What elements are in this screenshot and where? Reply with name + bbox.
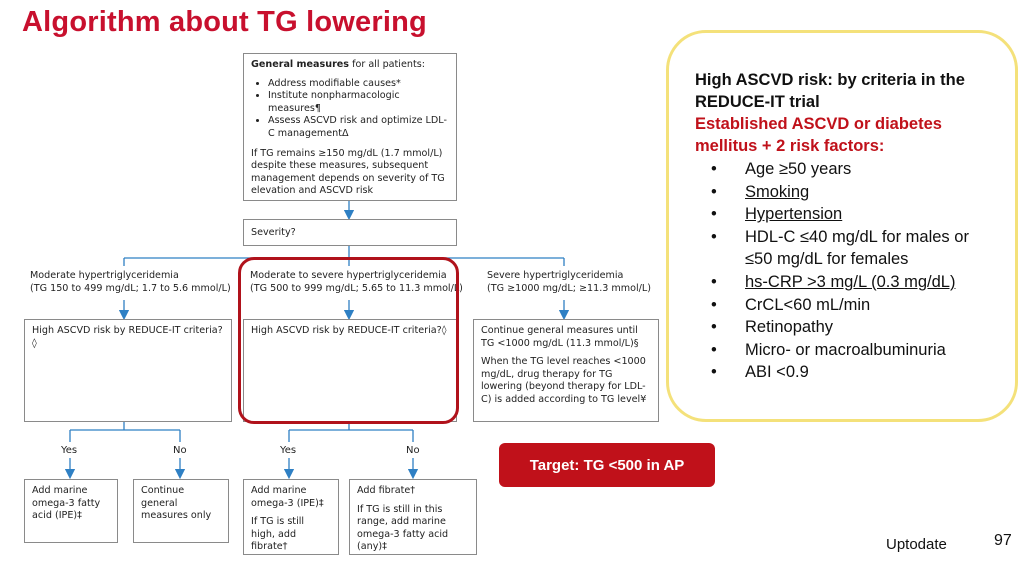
slide-title: Algorithm about TG lowering <box>22 6 427 38</box>
outcome-moderate-yes-box: Add marine omega-3 fatty acid (IPE)‡ <box>24 479 118 543</box>
branch-severe-line1: Severe hypertriglyceridemia <box>487 270 624 281</box>
bullet-icon: • <box>711 272 717 291</box>
outcome-modsevere-yes-box <box>243 479 339 555</box>
criteria-item <box>695 226 997 271</box>
branch-modsevere-line2: (TG 500 to 999 mg/dL; 5.65 to 11.3 mmol/L) <box>250 282 463 294</box>
severe-management-p2: When the TG level reaches <1000 mg/dL, drug therapy for TG lowering (beyond therapy for LDL-C) is added according to TG level¥ <box>481 356 647 405</box>
criteria-subheading: Established ASCVD or diabetes mellitus + 2 risk factors: <box>695 115 942 155</box>
modsevere-no-label: No <box>406 445 420 456</box>
criteria-heading: High ASCVD risk: by criteria in the REDUCE-IT trial <box>695 71 965 111</box>
branch-severe-line2: (TG ≥1000 mg/dL; ≥11.3 mmol/L) <box>487 282 651 294</box>
branch-severe-label <box>487 270 651 295</box>
bullet-icon: • <box>711 205 717 224</box>
criteria-item-text: CrCL<60 mL/min <box>745 295 871 314</box>
question-modsevere-box: High ASCVD risk by REDUCE-IT criteria?◊ <box>243 319 457 422</box>
criteria-item <box>695 271 997 294</box>
highlight-modsevere-frame <box>238 257 459 424</box>
severity-box: Severity? <box>243 219 457 246</box>
general-measures-note: If TG remains ≥150 mg/dL (1.7 mmol/L) despite these measures, subsequent management depends on severity of TG elevation and ASCVD risk <box>251 147 445 197</box>
criteria-item <box>695 158 997 181</box>
general-measures-lead-rest: for all patients: <box>349 59 425 70</box>
reduce-it-criteria-panel <box>666 30 1018 422</box>
target-callout: Target: TG <500 in AP <box>499 443 715 487</box>
bullet-icon: • <box>711 295 717 314</box>
branch-modsevere-line1: Moderate to severe hypertriglyceridemia <box>250 270 447 281</box>
outcome-moderate-no-box: Continue general measures only <box>133 479 229 543</box>
criteria-item-text: Age ≥50 years <box>745 160 852 178</box>
criteria-list <box>695 158 997 384</box>
branch-moderate-line2: (TG 150 to 499 mg/dL; 1.7 to 5.6 mmol/L) <box>30 282 231 294</box>
criteria-item <box>695 361 997 384</box>
general-measures-box <box>243 53 457 201</box>
modsevere-yes-label: Yes <box>280 445 297 456</box>
outcome-modsevere-no-box <box>349 479 477 555</box>
moderate-no-label: No <box>173 445 187 456</box>
moderate-yes-label: Yes <box>61 445 78 456</box>
criteria-item-text: Micro- or macroalbuminuria <box>745 340 946 359</box>
criteria-item-text: Hypertension <box>745 205 843 224</box>
severe-management-box <box>473 319 659 422</box>
general-measure-item: • Assess ASCVD risk and optimize LDL-C managementΔ <box>268 115 449 140</box>
criteria-item-text: HDL-C ≤40 mg/dL for males or ≤50 mg/dL for females <box>745 227 969 269</box>
criteria-item <box>695 181 997 204</box>
bullet-icon: • <box>711 318 717 337</box>
criteria-item-text: Smoking <box>745 182 810 201</box>
criteria-item <box>695 339 997 362</box>
branch-moderate-line1: Moderate hypertriglyceridemia <box>30 270 179 281</box>
branch-moderate-label <box>30 270 231 295</box>
criteria-item <box>695 203 997 226</box>
outcome-modsevere-no-p1: Add fibrate† <box>357 485 416 496</box>
bullet-icon: • <box>711 182 717 201</box>
criteria-item-text: ABI <0.9 <box>745 363 809 382</box>
criteria-item <box>695 294 997 317</box>
bullet-icon: • <box>711 227 717 246</box>
general-measure-item: • Address modifiable causes* <box>268 78 449 91</box>
bullet-icon: • <box>711 363 717 382</box>
question-moderate-box: High ASCVD risk by REDUCE-IT criteria?◊ <box>24 319 232 422</box>
source-label: Uptodate <box>886 536 947 553</box>
general-measures-list <box>251 78 449 141</box>
general-measures-lead: General measures <box>251 59 350 70</box>
bullet-icon: • <box>711 340 717 359</box>
outcome-modsevere-no-p2: If TG is still in this range, add marine omega-3 fatty acid (any)‡ <box>357 503 449 553</box>
outcome-modsevere-yes-p1: Add marine omega-3 (IPE)‡ <box>251 485 324 509</box>
general-measure-item: • Institute nonpharmacologic measures¶ <box>268 90 449 115</box>
page-number: 97 <box>994 532 1012 549</box>
criteria-item-text: Retinopathy <box>745 318 834 337</box>
bullet-icon: • <box>711 160 717 178</box>
outcome-modsevere-yes-p2: If TG is still high, add fibrate† <box>251 516 305 553</box>
severe-management-p1: Continue general measures until TG <1000 mg/dL (11.3 mmol/L)§ <box>481 325 639 349</box>
criteria-item <box>695 316 997 339</box>
criteria-item-text: hs-CRP >3 mg/L (0.3 mg/dL) <box>745 272 956 291</box>
